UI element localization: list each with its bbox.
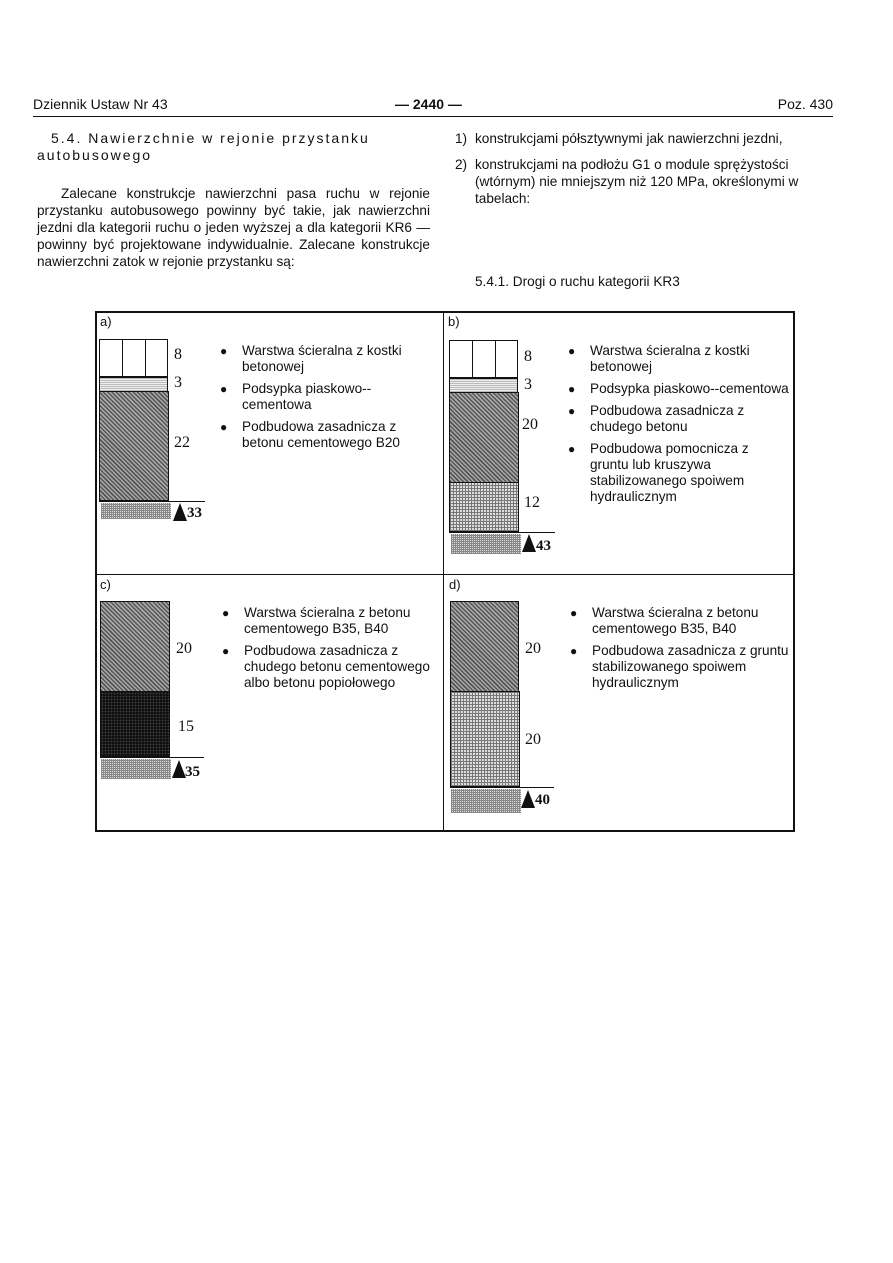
cell-d-legend: ● Warstwa ścieralna z betonu cementowego B35, B40 ● Podbudowa zasadnicza z gruntu stabilizowanego spoiwem hydraulicznym [570, 605, 789, 690]
subgrade-arrow-icon [521, 790, 535, 808]
subgrade [101, 503, 171, 519]
layer-thickness: 20 [176, 640, 192, 657]
subgrade-line [99, 501, 205, 502]
layer-thickness: 8 [174, 346, 182, 363]
cell-b-label: b) [448, 314, 460, 329]
item-text: konstrukcjami półsztywnymi jak nawierzchni jezdni, [475, 131, 783, 146]
journal-title: Dziennik Ustaw Nr 43 [33, 96, 168, 112]
legend-item: Warstwa ścieralna z kostki betonowej [242, 343, 402, 374]
total-thickness: 43 [536, 538, 551, 554]
legend-item: Podsypka piaskowo--cementowa [242, 381, 372, 412]
layer-thickness: 15 [178, 718, 194, 735]
layer-concrete-base [99, 391, 169, 501]
layer-thickness: 22 [174, 434, 190, 451]
cell-d-label: d) [449, 577, 461, 592]
legend-item: Podbudowa zasadnicza z chudego betonu cementowego albo betonu popiołowego [244, 643, 430, 690]
total-thickness: 40 [535, 792, 550, 808]
layer-thickness: 20 [522, 416, 538, 433]
cell-a-label: a) [100, 314, 112, 329]
subsection-heading: 5.4.1. Drogi o ruchu kategorii KR3 [475, 274, 680, 289]
layer-thickness: 20 [525, 731, 541, 748]
layer-thickness: 12 [524, 494, 540, 511]
legend-item: Warstwa ścieralna z kostki betonowej [590, 343, 750, 374]
intro-paragraph [37, 185, 430, 270]
subgrade [101, 759, 171, 779]
subgrade-line [449, 532, 555, 533]
legend-item: Podbudowa zasadnicza z betonu cementowego B20 [242, 419, 400, 450]
item-text: konstrukcjami na podłożu G1 o module sprężystości (wtórnym) nie mniejszym niż 120 MPa, określonymi w tabelach: [475, 157, 799, 206]
table-vertical-divider [443, 311, 444, 832]
layer-lean-concrete [100, 691, 170, 757]
paragraph-text: Zalecane konstrukcje nawierzchni pasa ruchu w rejonie przystanku autobusowego powinny być takie, jak nawierzchni jezdni dla kategorii ruchu o jeden wyższej a dla kategorii KR6 — powinny być projektowane indywidualnie. Zalecane konstrukcje nawierzchni zatok w rejonie przystanku są: [37, 186, 430, 269]
layer-stabilized-soil [450, 691, 520, 787]
page-number: — 2440 — [395, 96, 462, 112]
total-thickness: 35 [185, 764, 200, 780]
cell-c-label: c) [100, 577, 111, 592]
layer-sand-cement [99, 377, 168, 391]
total-thickness: 33 [187, 505, 202, 521]
subgrade [451, 789, 521, 813]
subgrade-line [450, 787, 554, 788]
section-heading: 5.4. Nawierzchnie w rejonie przystanku autobusowego [37, 130, 370, 163]
layer-thickness: 3 [524, 376, 532, 393]
layer-sand-cement [449, 378, 518, 392]
subgrade-arrow-icon [172, 760, 186, 778]
table-horizontal-divider [95, 574, 795, 575]
cell-a-legend: ● Warstwa ścieralna z kostki betonowej ● Podsypka piaskowo--cementowa ● Podbudowa zasadnicza z betonu cementowego B20 [220, 343, 430, 457]
subgrade-line [100, 757, 204, 758]
legend-item: Podsypka piaskowo--cementowa [590, 381, 789, 396]
position-number: Poz. 430 [777, 96, 833, 112]
list-item [455, 156, 840, 207]
layer-thickness: 8 [524, 348, 532, 365]
layer-paving-blocks [449, 340, 518, 378]
legend-item: Podbudowa zasadnicza z gruntu stabilizowanego spoiwem hydraulicznym [592, 643, 789, 690]
layer-thickness: 3 [174, 374, 182, 391]
legend-item: Podbudowa zasadnicza z chudego betonu [590, 403, 745, 434]
legend-item: Warstwa ścieralna z betonu cementowego B35, B40 [244, 605, 411, 636]
layer-concrete-wearing [100, 601, 170, 691]
cell-b-legend: ● Warstwa ścieralna z kostki betonowej ● Podsypka piaskowo--cementowa ● Podbudowa zasadnicza z chudego betonu ● Podbudowa pomocnicza z gruntu lub kruszywa stabilizowanego spoiwem hydraulicznym [568, 343, 789, 504]
legend-item: Podbudowa pomocnicza z gruntu lub kruszywa stabilizowanego spoiwem hydraulicznym [590, 441, 749, 504]
layer-stabilized-soil [449, 482, 519, 532]
layer-concrete-wearing [450, 601, 519, 691]
list-item [455, 130, 840, 147]
subgrade-arrow-icon [522, 534, 536, 552]
layer-thickness: 20 [525, 640, 541, 657]
legend-item: Warstwa ścieralna z betonu cementowego B35, B40 [592, 605, 759, 636]
item-number: 2) [455, 157, 468, 172]
item-number: 1) [455, 131, 468, 146]
header-rule [33, 116, 833, 117]
subgrade-arrow-icon [173, 503, 187, 521]
cell-c-legend: ● Warstwa ścieralna z betonu cementowego B35, B40 ● Podbudowa zasadnicza z chudego betonu cementowego albo betonu popiołowego [222, 605, 437, 697]
layer-lean-concrete [449, 392, 519, 482]
layer-paving-blocks [99, 339, 168, 377]
subgrade [451, 534, 521, 554]
requirements-list [455, 130, 840, 207]
